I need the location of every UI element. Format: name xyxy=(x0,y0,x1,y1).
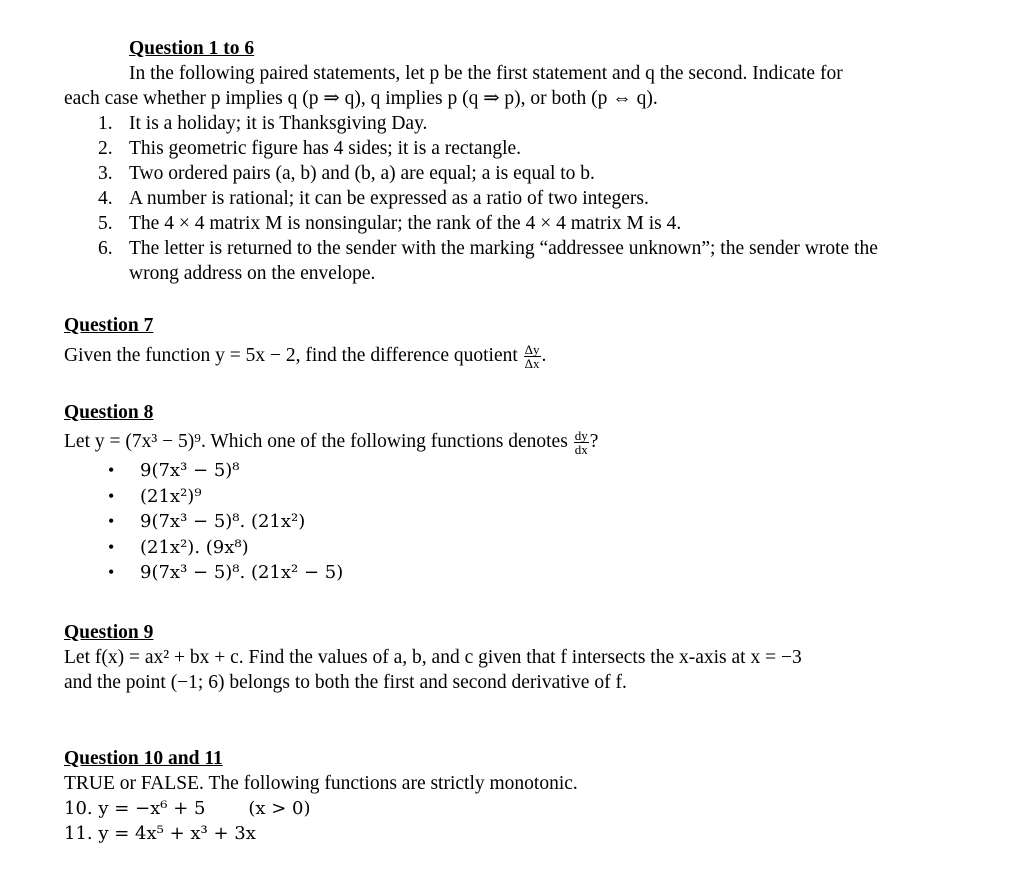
q8-prompt: Let y = (7x³ − 5)⁹. Which one of the following functions denotes xyxy=(64,431,568,452)
q8-option-list xyxy=(64,458,974,586)
item-text: A number is rational; it can be expressed as a ratio of two integers. xyxy=(129,188,649,209)
item-number: 2. xyxy=(98,138,113,159)
list-item xyxy=(64,560,974,586)
q8-text xyxy=(64,429,974,456)
bullet-icon: • xyxy=(108,536,115,557)
function-10: 10. y = −x⁶ + 5 xyxy=(64,798,206,819)
q7-prompt: Given the function y = 5x − 2, find the difference quotient xyxy=(64,345,518,366)
list-item xyxy=(64,136,974,161)
item-text: The letter is returned to the sender with the marking “addressee unknown”; the sender wrote the xyxy=(129,238,878,259)
list-item xyxy=(64,211,974,236)
fraction-denominator: dx xyxy=(574,442,588,458)
fraction-numerator: Δy xyxy=(524,342,540,358)
q11-function xyxy=(64,821,974,846)
option-text: 9(7x³ − 5)⁸ xyxy=(140,460,240,482)
fraction-denominator: Δx xyxy=(524,356,540,372)
list-item xyxy=(64,186,974,211)
bullet-icon: • xyxy=(108,460,115,481)
question-8-section xyxy=(64,400,974,586)
list-item xyxy=(64,509,974,535)
item-number: 1. xyxy=(98,113,113,134)
q1-intro-line1: In the following paired statements, let p be the first statement and q the second. Indicate for xyxy=(129,63,843,84)
item-text: It is a holiday; it is Thanksgiving Day. xyxy=(129,113,428,134)
bullet-icon: • xyxy=(108,562,115,583)
difference-quotient-fraction xyxy=(524,343,541,370)
bullet-icon: • xyxy=(108,485,115,506)
q8-heading: Question 8 xyxy=(64,402,154,423)
list-item xyxy=(64,484,974,510)
q10-heading: Question 10 and 11 xyxy=(64,748,223,769)
function-11: 11. y = 4x⁵ + x³ + 3x xyxy=(64,823,256,844)
item-text: The 4 × 4 matrix M is nonsingular; the rank of the 4 × 4 matrix M is 4. xyxy=(129,213,682,234)
q7-tail: . xyxy=(541,345,547,366)
q9-line1: Let f(x) = ax² + bx + c. Find the values of a, b, and c given that f intersects the x-axis at x = −3 xyxy=(64,647,802,668)
q9-line2: and the point (−1; 6) belongs to both the first and second derivative of f. xyxy=(64,672,627,693)
question-9-section xyxy=(64,620,974,695)
q1-heading: Question 1 to 6 xyxy=(129,38,255,59)
derivative-fraction xyxy=(574,429,589,456)
function-10-condition: (x > 0) xyxy=(248,798,311,819)
list-item xyxy=(64,236,974,286)
item-text-continued: wrong address on the envelope. xyxy=(129,263,376,284)
option-text: (21x²). (9x⁸) xyxy=(140,536,249,558)
option-text: 9(7x³ − 5)⁸. (21x²) xyxy=(140,511,306,533)
item-number: 4. xyxy=(98,188,113,209)
list-item xyxy=(64,161,974,186)
bullet-icon: • xyxy=(108,511,115,532)
list-item xyxy=(64,535,974,561)
q1-intro-line2: each case whether p implies q (p ⇒ q), q implies p (q ⇒ p), or both (p ⇔ q). xyxy=(64,88,658,109)
item-number: 5. xyxy=(98,213,113,234)
question-10-11-section xyxy=(64,746,974,846)
q10-instruction: TRUE or FALSE. The following functions are strictly monotonic. xyxy=(64,773,578,794)
q10-function xyxy=(64,796,974,821)
option-text: (21x²)⁹ xyxy=(140,485,202,507)
q1-statement-list xyxy=(64,111,974,286)
q8-tail: ? xyxy=(589,431,599,452)
question-7-section xyxy=(64,313,974,370)
item-text: Two ordered pairs (a, b) and (b, a) are equal; a is equal to b. xyxy=(129,163,595,184)
item-number: 6. xyxy=(98,238,113,259)
list-item xyxy=(64,111,974,136)
q9-heading: Question 9 xyxy=(64,622,154,643)
item-number: 3. xyxy=(98,163,113,184)
list-item xyxy=(64,458,974,484)
q7-text xyxy=(64,343,974,370)
q7-heading: Question 7 xyxy=(64,315,154,336)
option-text: 9(7x³ − 5)⁸. (21x² − 5) xyxy=(140,562,344,584)
fraction-numerator: dy xyxy=(574,428,588,444)
question-1-6-section xyxy=(64,36,974,286)
item-text: This geometric figure has 4 sides; it is a rectangle. xyxy=(129,138,522,159)
